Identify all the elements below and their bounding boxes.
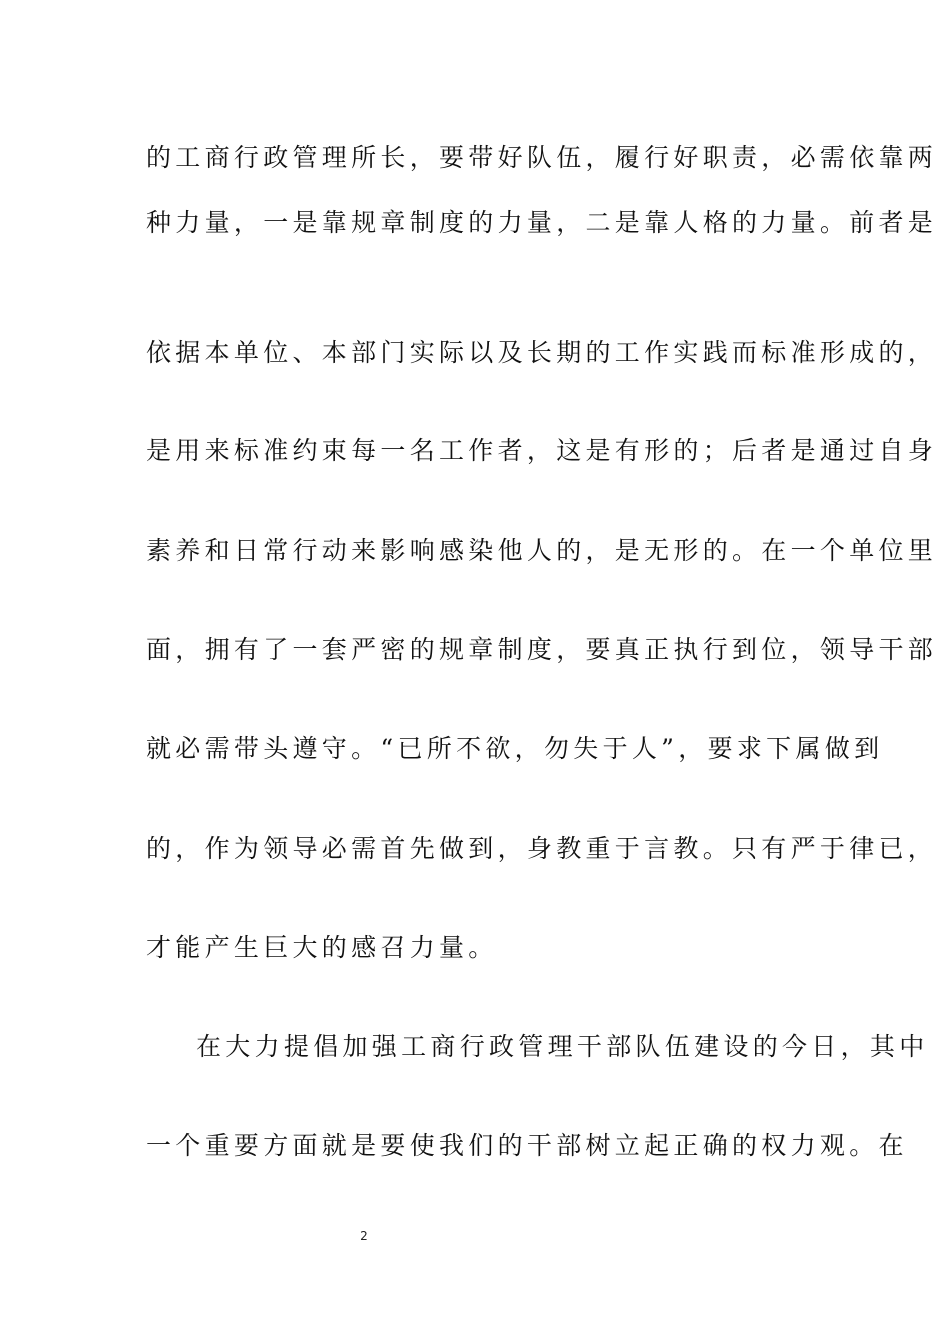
text-line: 才能产生巨大的感召力量。	[146, 933, 498, 962]
page-number: 2	[360, 1229, 368, 1243]
text-line: 是用来标准约束每一名工作者，这是有形的；后者是通过自身	[146, 436, 938, 465]
text-line: 面，拥有了一套严密的规章制度，要真正执行到位，领导干部	[146, 635, 938, 664]
text-line: 的工商行政管理所长，要带好队伍，履行好职责，必需依靠两	[146, 143, 938, 172]
text-line: 就必需带头遵守。“已所不欲，勿失于人”，要求下属做到	[146, 734, 884, 763]
text-line: 种力量，一是靠规章制度的力量，二是靠人格的力量。前者是	[146, 208, 938, 237]
text-line: 的，作为领导必需首先做到，身教重于言教。只有严于律已，	[146, 834, 938, 863]
text-line: 在大力提倡加强工商行政管理干部队伍建设的今日，其中	[196, 1032, 929, 1061]
text-line: 素养和日常行动来影响感染他人的，是无形的。在一个单位里	[146, 536, 938, 565]
text-line: 依据本单位、本部门实际以及长期的工作实践而标准形成的，	[146, 338, 938, 367]
text-line: 一个重要方面就是要使我们的干部树立起正确的权力观。在	[146, 1131, 908, 1160]
